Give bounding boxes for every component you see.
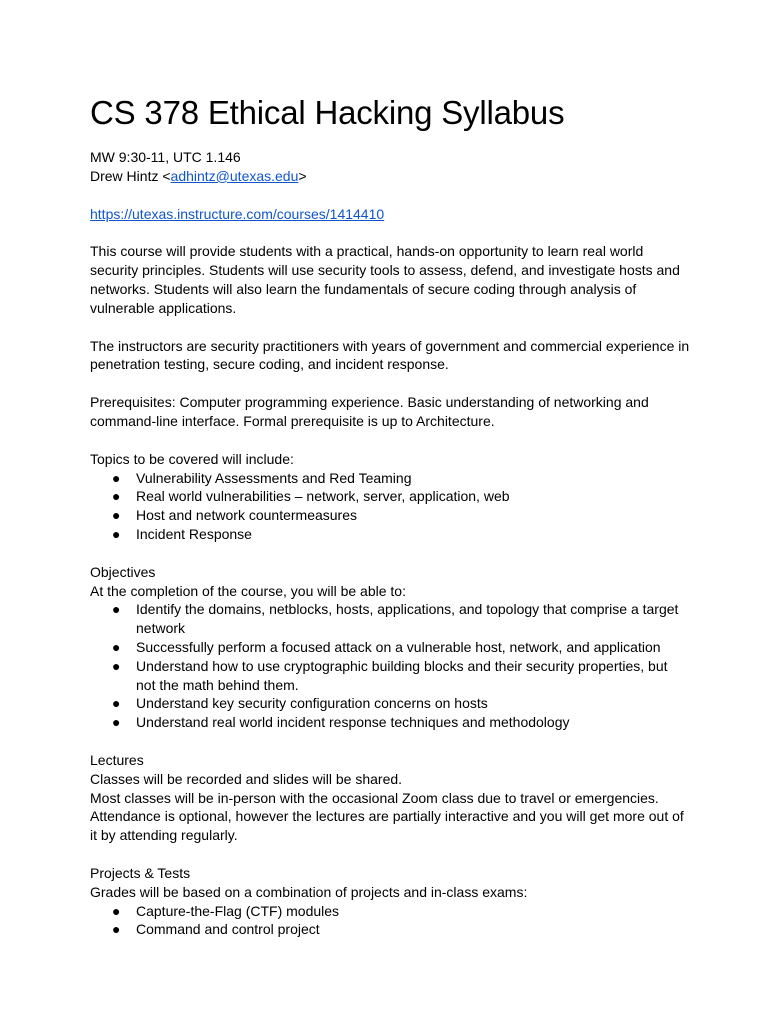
list-item: [90, 600, 690, 638]
bullet-icon: ●: [112, 657, 121, 674]
bullet-icon: ●: [112, 469, 121, 486]
spacer: [90, 186, 690, 205]
list-item-text: Understand how to use cryptographic building blocks and their security properties, but not the math behind them.: [136, 657, 668, 693]
list-item: [90, 487, 690, 506]
list-item-text: Understand real world incident response techniques and methodology: [136, 714, 570, 731]
bullet-icon: ●: [112, 488, 121, 505]
spacer: [90, 318, 690, 337]
list-item: [90, 694, 690, 713]
bullet-icon: ●: [112, 601, 121, 618]
list-item-text: Real world vulnerabilities – network, server, application, web: [136, 488, 510, 505]
document-body: [90, 94, 690, 939]
instructors-paragraph: The instructors are security practitioners with years of government and commercial experience in penetration testing, secure coding, and incident response.: [90, 337, 690, 373]
topics-heading: Topics to be covered will include:: [90, 450, 294, 467]
course-url-line: [90, 205, 690, 224]
lectures-line: Attendance is optional, however the lectures are partially interactive and you will get more out of it by attending regularly.: [90, 808, 684, 844]
list-item: [90, 469, 690, 488]
list-item-text: Vulnerability Assessments and Red Teaming: [136, 469, 412, 486]
instructor-email-link[interactable]: adhintz@utexas.edu: [170, 167, 299, 184]
spacer: [90, 223, 690, 242]
instructor-line: [90, 167, 690, 186]
objectives-list: [90, 600, 690, 732]
lectures-heading: Lectures: [90, 751, 144, 768]
list-item: [90, 713, 690, 732]
prerequisites-paragraph: Prerequisites: Computer programming experience. Basic understanding of networking and command-line interface. Formal prerequisite is up to Architecture.: [90, 394, 649, 429]
bullet-icon: ●: [112, 638, 121, 655]
list-item: [90, 525, 690, 544]
projects-intro: Grades will be based on a combination of projects and in-class exams:: [90, 883, 528, 900]
list-item: [90, 638, 690, 657]
bullet-icon: ●: [112, 921, 121, 938]
list-item: [90, 920, 690, 939]
list-item: [90, 902, 690, 921]
spacer: [90, 374, 690, 393]
instructor-name: Drew Hintz <: [90, 167, 171, 184]
bullet-icon: ●: [112, 507, 121, 524]
list-item-text: Command and control project: [136, 921, 320, 938]
list-item: [90, 506, 690, 525]
spacer: [90, 431, 690, 450]
list-item-text: Capture-the-Flag (CTF) modules: [136, 902, 340, 919]
list-item: [90, 657, 690, 695]
spacer: [90, 732, 690, 751]
projects-heading: Projects & Tests: [90, 864, 191, 881]
list-item-text: Host and network countermeasures: [136, 507, 357, 524]
list-item-text: Understand key security configuration concerns on hosts: [136, 695, 488, 712]
course-url-link[interactable]: https://utexas.instructure.com/courses/1414410: [90, 205, 385, 222]
list-item-text: Successfully perform a focused attack on a vulnerable host, network, and application: [136, 638, 661, 655]
bullet-icon: ●: [112, 714, 121, 731]
instructor-email-close: >: [298, 167, 307, 184]
lectures-line: Classes will be recorded and slides will be shared.: [90, 770, 403, 787]
list-item-text: Identify the domains, netblocks, hosts, applications, and topology that comprise a target network: [136, 601, 679, 637]
objectives-heading: Objectives: [90, 563, 156, 580]
intro-paragraph: This course will provide students with a practical, hands-on opportunity to learn real world security principles. Students will use security tools to assess, defend, and investigate hosts and networks. Students will also learn the fundamentals of secure coding through analysis of vulnerable applications.: [90, 243, 680, 316]
spacer: [90, 544, 690, 563]
list-item-text: Incident Response: [136, 525, 252, 542]
topics-list: [90, 469, 690, 544]
bullet-icon: ●: [112, 902, 121, 919]
page-title: CS 378 Ethical Hacking Syllabus: [90, 94, 565, 131]
spacer: [90, 845, 690, 864]
bullet-icon: ●: [112, 525, 121, 542]
objectives-intro: At the completion of the course, you will be able to:: [90, 582, 406, 599]
lectures-line: Most classes will be in-person with the occasional Zoom class due to travel or emergencies.: [90, 789, 659, 806]
projects-list: [90, 902, 690, 940]
schedule-text: MW 9:30-11, UTC 1.146: [90, 149, 241, 165]
bullet-icon: ●: [112, 695, 121, 712]
